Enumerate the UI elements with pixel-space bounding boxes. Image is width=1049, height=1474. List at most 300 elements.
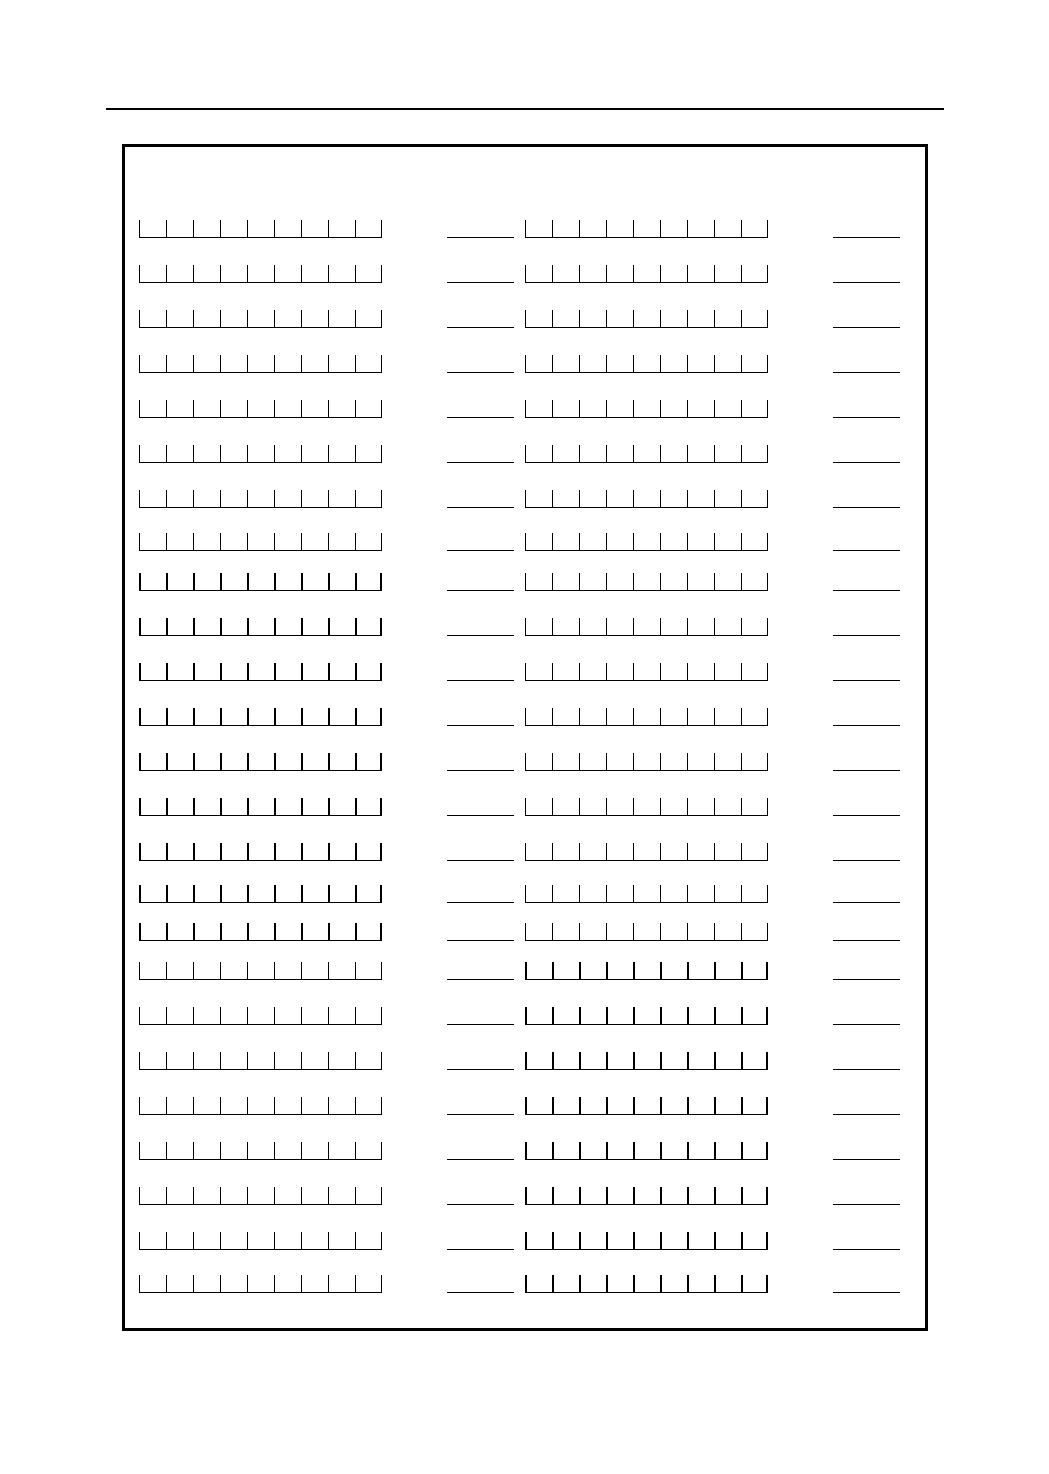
digit-cell[interactable] [714, 1232, 741, 1250]
digit-cell[interactable] [274, 1232, 301, 1250]
digit-cell[interactable] [193, 400, 220, 418]
digit-cell[interactable] [687, 843, 714, 861]
digit-cell[interactable] [687, 1097, 714, 1115]
digit-cell[interactable] [633, 220, 660, 238]
digit-cell[interactable] [355, 1007, 382, 1025]
left-digit-comb[interactable] [139, 310, 382, 328]
digit-cell[interactable] [525, 1007, 552, 1025]
digit-cell[interactable] [166, 618, 193, 636]
digit-cell[interactable] [579, 962, 606, 980]
digit-cell[interactable] [579, 843, 606, 861]
digit-cell[interactable] [687, 1142, 714, 1160]
digit-cell[interactable] [741, 445, 768, 463]
digit-cell[interactable] [328, 310, 355, 328]
digit-cell[interactable] [247, 573, 274, 591]
digit-cell[interactable] [166, 753, 193, 771]
digit-cell[interactable] [606, 618, 633, 636]
digit-cell[interactable] [660, 1007, 687, 1025]
digit-cell[interactable] [166, 923, 193, 941]
digit-cell[interactable] [606, 1232, 633, 1250]
digit-cell[interactable] [355, 1187, 382, 1205]
left-answer-line[interactable] [447, 635, 514, 636]
digit-cell[interactable] [328, 798, 355, 816]
left-digit-comb[interactable] [139, 355, 382, 373]
right-digit-comb[interactable] [525, 1097, 768, 1115]
digit-cell[interactable] [687, 1232, 714, 1250]
left-answer-line[interactable] [447, 979, 514, 980]
digit-cell[interactable] [328, 962, 355, 980]
digit-cell[interactable] [606, 1052, 633, 1070]
digit-cell[interactable] [166, 663, 193, 681]
digit-cell[interactable] [166, 400, 193, 418]
digit-cell[interactable] [552, 490, 579, 508]
digit-cell[interactable] [741, 533, 768, 551]
digit-cell[interactable] [525, 1097, 552, 1115]
right-digit-comb[interactable] [525, 355, 768, 373]
digit-cell[interactable] [166, 1275, 193, 1293]
digit-cell[interactable] [579, 445, 606, 463]
digit-cell[interactable] [301, 962, 328, 980]
digit-cell[interactable] [355, 355, 382, 373]
digit-cell[interactable] [552, 1187, 579, 1205]
digit-cell[interactable] [139, 1142, 166, 1160]
digit-cell[interactable] [606, 923, 633, 941]
digit-cell[interactable] [355, 445, 382, 463]
digit-cell[interactable] [579, 1097, 606, 1115]
digit-cell[interactable] [741, 1187, 768, 1205]
digit-cell[interactable] [139, 533, 166, 551]
digit-cell[interactable] [687, 962, 714, 980]
digit-cell[interactable] [220, 400, 247, 418]
digit-cell[interactable] [247, 618, 274, 636]
digit-cell[interactable] [660, 663, 687, 681]
digit-cell[interactable] [328, 618, 355, 636]
digit-cell[interactable] [741, 1097, 768, 1115]
digit-cell[interactable] [714, 962, 741, 980]
digit-cell[interactable] [552, 843, 579, 861]
digit-cell[interactable] [193, 490, 220, 508]
digit-cell[interactable] [606, 708, 633, 726]
digit-cell[interactable] [741, 573, 768, 591]
digit-cell[interactable] [525, 1142, 552, 1160]
digit-cell[interactable] [193, 885, 220, 903]
digit-cell[interactable] [741, 753, 768, 771]
digit-cell[interactable] [274, 1187, 301, 1205]
digit-cell[interactable] [355, 885, 382, 903]
digit-cell[interactable] [139, 962, 166, 980]
digit-cell[interactable] [328, 533, 355, 551]
digit-cell[interactable] [193, 355, 220, 373]
digit-cell[interactable] [220, 885, 247, 903]
digit-cell[interactable] [714, 885, 741, 903]
right-answer-line[interactable] [833, 507, 900, 508]
digit-cell[interactable] [660, 843, 687, 861]
digit-cell[interactable] [166, 1007, 193, 1025]
digit-cell[interactable] [220, 1232, 247, 1250]
digit-cell[interactable] [606, 885, 633, 903]
digit-cell[interactable] [633, 310, 660, 328]
digit-cell[interactable] [660, 310, 687, 328]
digit-cell[interactable] [660, 923, 687, 941]
digit-cell[interactable] [660, 753, 687, 771]
left-answer-line[interactable] [447, 1069, 514, 1070]
digit-cell[interactable] [633, 355, 660, 373]
left-digit-comb[interactable] [139, 618, 382, 636]
digit-cell[interactable] [355, 1275, 382, 1293]
left-digit-comb[interactable] [139, 1052, 382, 1070]
digit-cell[interactable] [606, 533, 633, 551]
digit-cell[interactable] [633, 573, 660, 591]
left-answer-line[interactable] [447, 1159, 514, 1160]
digit-cell[interactable] [193, 1187, 220, 1205]
left-digit-comb[interactable] [139, 1007, 382, 1025]
digit-cell[interactable] [552, 355, 579, 373]
digit-cell[interactable] [220, 573, 247, 591]
digit-cell[interactable] [552, 885, 579, 903]
digit-cell[interactable] [687, 798, 714, 816]
digit-cell[interactable] [220, 618, 247, 636]
digit-cell[interactable] [193, 1142, 220, 1160]
digit-cell[interactable] [139, 573, 166, 591]
digit-cell[interactable] [193, 1097, 220, 1115]
digit-cell[interactable] [714, 400, 741, 418]
digit-cell[interactable] [633, 663, 660, 681]
digit-cell[interactable] [220, 962, 247, 980]
digit-cell[interactable] [274, 1275, 301, 1293]
digit-cell[interactable] [714, 708, 741, 726]
digit-cell[interactable] [606, 1142, 633, 1160]
left-digit-comb[interactable] [139, 490, 382, 508]
left-digit-comb[interactable] [139, 573, 382, 591]
digit-cell[interactable] [552, 923, 579, 941]
digit-cell[interactable] [139, 265, 166, 283]
left-digit-comb[interactable] [139, 400, 382, 418]
digit-cell[interactable] [741, 310, 768, 328]
left-answer-line[interactable] [447, 815, 514, 816]
digit-cell[interactable] [660, 1232, 687, 1250]
digit-cell[interactable] [714, 355, 741, 373]
digit-cell[interactable] [741, 220, 768, 238]
right-digit-comb[interactable] [525, 1052, 768, 1070]
digit-cell[interactable] [525, 1232, 552, 1250]
digit-cell[interactable] [193, 798, 220, 816]
digit-cell[interactable] [166, 490, 193, 508]
digit-cell[interactable] [220, 1052, 247, 1070]
digit-cell[interactable] [166, 265, 193, 283]
right-answer-line[interactable] [833, 417, 900, 418]
digit-cell[interactable] [633, 1007, 660, 1025]
digit-cell[interactable] [552, 573, 579, 591]
digit-cell[interactable] [274, 490, 301, 508]
right-answer-line[interactable] [833, 860, 900, 861]
digit-cell[interactable] [633, 1275, 660, 1293]
digit-cell[interactable] [606, 1275, 633, 1293]
right-answer-line[interactable] [833, 462, 900, 463]
right-answer-line[interactable] [833, 1069, 900, 1070]
right-digit-comb[interactable] [525, 1142, 768, 1160]
digit-cell[interactable] [247, 1275, 274, 1293]
digit-cell[interactable] [552, 798, 579, 816]
digit-cell[interactable] [579, 708, 606, 726]
right-digit-comb[interactable] [525, 798, 768, 816]
digit-cell[interactable] [687, 490, 714, 508]
digit-cell[interactable] [328, 923, 355, 941]
digit-cell[interactable] [552, 1052, 579, 1070]
left-answer-line[interactable] [447, 327, 514, 328]
digit-cell[interactable] [139, 618, 166, 636]
digit-cell[interactable] [355, 708, 382, 726]
digit-cell[interactable] [606, 1007, 633, 1025]
digit-cell[interactable] [139, 400, 166, 418]
digit-cell[interactable] [328, 1052, 355, 1070]
digit-cell[interactable] [714, 1007, 741, 1025]
digit-cell[interactable] [714, 798, 741, 816]
digit-cell[interactable] [579, 265, 606, 283]
left-digit-comb[interactable] [139, 923, 382, 941]
digit-cell[interactable] [301, 798, 328, 816]
left-answer-line[interactable] [447, 462, 514, 463]
digit-cell[interactable] [247, 220, 274, 238]
digit-cell[interactable] [247, 265, 274, 283]
digit-cell[interactable] [220, 1097, 247, 1115]
left-answer-line[interactable] [447, 1114, 514, 1115]
digit-cell[interactable] [660, 445, 687, 463]
left-answer-line[interactable] [447, 725, 514, 726]
right-answer-line[interactable] [833, 815, 900, 816]
digit-cell[interactable] [139, 885, 166, 903]
digit-cell[interactable] [660, 1275, 687, 1293]
digit-cell[interactable] [525, 962, 552, 980]
right-answer-line[interactable] [833, 282, 900, 283]
digit-cell[interactable] [579, 1007, 606, 1025]
digit-cell[interactable] [714, 310, 741, 328]
digit-cell[interactable] [741, 798, 768, 816]
digit-cell[interactable] [301, 618, 328, 636]
left-answer-line[interactable] [447, 1024, 514, 1025]
right-digit-comb[interactable] [525, 885, 768, 903]
digit-cell[interactable] [660, 355, 687, 373]
digit-cell[interactable] [193, 753, 220, 771]
digit-cell[interactable] [166, 708, 193, 726]
digit-cell[interactable] [274, 445, 301, 463]
digit-cell[interactable] [139, 1097, 166, 1115]
digit-cell[interactable] [579, 1187, 606, 1205]
digit-cell[interactable] [247, 1232, 274, 1250]
digit-cell[interactable] [633, 923, 660, 941]
digit-cell[interactable] [579, 618, 606, 636]
digit-cell[interactable] [552, 220, 579, 238]
digit-cell[interactable] [741, 355, 768, 373]
digit-cell[interactable] [139, 445, 166, 463]
right-answer-line[interactable] [833, 372, 900, 373]
digit-cell[interactable] [220, 708, 247, 726]
digit-cell[interactable] [274, 753, 301, 771]
right-answer-line[interactable] [833, 1024, 900, 1025]
digit-cell[interactable] [301, 708, 328, 726]
digit-cell[interactable] [633, 533, 660, 551]
digit-cell[interactable] [274, 962, 301, 980]
digit-cell[interactable] [687, 220, 714, 238]
right-digit-comb[interactable] [525, 1007, 768, 1025]
digit-cell[interactable] [687, 1052, 714, 1070]
digit-cell[interactable] [606, 962, 633, 980]
digit-cell[interactable] [714, 923, 741, 941]
digit-cell[interactable] [355, 1052, 382, 1070]
digit-cell[interactable] [301, 265, 328, 283]
digit-cell[interactable] [220, 923, 247, 941]
digit-cell[interactable] [139, 843, 166, 861]
digit-cell[interactable] [525, 310, 552, 328]
digit-cell[interactable] [660, 885, 687, 903]
digit-cell[interactable] [220, 1142, 247, 1160]
digit-cell[interactable] [355, 533, 382, 551]
left-answer-line[interactable] [447, 860, 514, 861]
digit-cell[interactable] [552, 1142, 579, 1160]
digit-cell[interactable] [525, 533, 552, 551]
right-answer-line[interactable] [833, 725, 900, 726]
digit-cell[interactable] [714, 220, 741, 238]
digit-cell[interactable] [741, 1232, 768, 1250]
digit-cell[interactable] [741, 962, 768, 980]
digit-cell[interactable] [166, 1052, 193, 1070]
digit-cell[interactable] [247, 843, 274, 861]
left-digit-comb[interactable] [139, 1187, 382, 1205]
digit-cell[interactable] [274, 1052, 301, 1070]
digit-cell[interactable] [687, 310, 714, 328]
digit-cell[interactable] [166, 962, 193, 980]
digit-cell[interactable] [552, 265, 579, 283]
digit-cell[interactable] [687, 885, 714, 903]
digit-cell[interactable] [139, 753, 166, 771]
digit-cell[interactable] [552, 445, 579, 463]
digit-cell[interactable] [193, 962, 220, 980]
digit-cell[interactable] [247, 1142, 274, 1160]
digit-cell[interactable] [525, 265, 552, 283]
digit-cell[interactable] [633, 1232, 660, 1250]
digit-cell[interactable] [328, 843, 355, 861]
digit-cell[interactable] [741, 1007, 768, 1025]
left-digit-comb[interactable] [139, 663, 382, 681]
digit-cell[interactable] [525, 843, 552, 861]
digit-cell[interactable] [220, 445, 247, 463]
digit-cell[interactable] [606, 573, 633, 591]
digit-cell[interactable] [220, 798, 247, 816]
digit-cell[interactable] [220, 1187, 247, 1205]
digit-cell[interactable] [193, 1232, 220, 1250]
right-digit-comb[interactable] [525, 533, 768, 551]
left-answer-line[interactable] [447, 417, 514, 418]
digit-cell[interactable] [274, 355, 301, 373]
digit-cell[interactable] [355, 573, 382, 591]
digit-cell[interactable] [247, 885, 274, 903]
digit-cell[interactable] [355, 220, 382, 238]
digit-cell[interactable] [741, 663, 768, 681]
digit-cell[interactable] [579, 1052, 606, 1070]
digit-cell[interactable] [139, 220, 166, 238]
digit-cell[interactable] [579, 1232, 606, 1250]
left-answer-line[interactable] [447, 282, 514, 283]
digit-cell[interactable] [579, 885, 606, 903]
digit-cell[interactable] [355, 843, 382, 861]
digit-cell[interactable] [741, 923, 768, 941]
left-digit-comb[interactable] [139, 1097, 382, 1115]
digit-cell[interactable] [579, 533, 606, 551]
right-answer-line[interactable] [833, 237, 900, 238]
digit-cell[interactable] [166, 1142, 193, 1160]
digit-cell[interactable] [552, 533, 579, 551]
digit-cell[interactable] [579, 1275, 606, 1293]
digit-cell[interactable] [660, 798, 687, 816]
digit-cell[interactable] [525, 1052, 552, 1070]
left-digit-comb[interactable] [139, 753, 382, 771]
digit-cell[interactable] [606, 445, 633, 463]
digit-cell[interactable] [552, 663, 579, 681]
digit-cell[interactable] [606, 1187, 633, 1205]
digit-cell[interactable] [660, 533, 687, 551]
digit-cell[interactable] [606, 753, 633, 771]
digit-cell[interactable] [660, 220, 687, 238]
digit-cell[interactable] [274, 310, 301, 328]
digit-cell[interactable] [714, 1097, 741, 1115]
digit-cell[interactable] [714, 1187, 741, 1205]
digit-cell[interactable] [687, 618, 714, 636]
digit-cell[interactable] [525, 490, 552, 508]
digit-cell[interactable] [247, 445, 274, 463]
digit-cell[interactable] [139, 490, 166, 508]
left-answer-line[interactable] [447, 1292, 514, 1293]
right-answer-line[interactable] [833, 902, 900, 903]
digit-cell[interactable] [220, 310, 247, 328]
digit-cell[interactable] [328, 573, 355, 591]
digit-cell[interactable] [525, 663, 552, 681]
digit-cell[interactable] [633, 843, 660, 861]
digit-cell[interactable] [193, 265, 220, 283]
digit-cell[interactable] [687, 445, 714, 463]
digit-cell[interactable] [579, 663, 606, 681]
left-answer-line[interactable] [447, 507, 514, 508]
digit-cell[interactable] [328, 1097, 355, 1115]
digit-cell[interactable] [687, 1275, 714, 1293]
left-answer-line[interactable] [447, 590, 514, 591]
digit-cell[interactable] [579, 1142, 606, 1160]
digit-cell[interactable] [660, 490, 687, 508]
digit-cell[interactable] [525, 220, 552, 238]
digit-cell[interactable] [247, 923, 274, 941]
digit-cell[interactable] [714, 445, 741, 463]
digit-cell[interactable] [166, 533, 193, 551]
digit-cell[interactable] [247, 533, 274, 551]
digit-cell[interactable] [606, 843, 633, 861]
digit-cell[interactable] [525, 400, 552, 418]
digit-cell[interactable] [579, 355, 606, 373]
digit-cell[interactable] [660, 962, 687, 980]
digit-cell[interactable] [355, 618, 382, 636]
digit-cell[interactable] [301, 753, 328, 771]
digit-cell[interactable] [301, 220, 328, 238]
digit-cell[interactable] [193, 533, 220, 551]
digit-cell[interactable] [741, 1142, 768, 1160]
digit-cell[interactable] [552, 1275, 579, 1293]
digit-cell[interactable] [633, 490, 660, 508]
digit-cell[interactable] [714, 573, 741, 591]
digit-cell[interactable] [301, 663, 328, 681]
right-answer-line[interactable] [833, 680, 900, 681]
right-digit-comb[interactable] [525, 962, 768, 980]
digit-cell[interactable] [301, 1142, 328, 1160]
digit-cell[interactable] [606, 798, 633, 816]
digit-cell[interactable] [552, 962, 579, 980]
left-digit-comb[interactable] [139, 843, 382, 861]
